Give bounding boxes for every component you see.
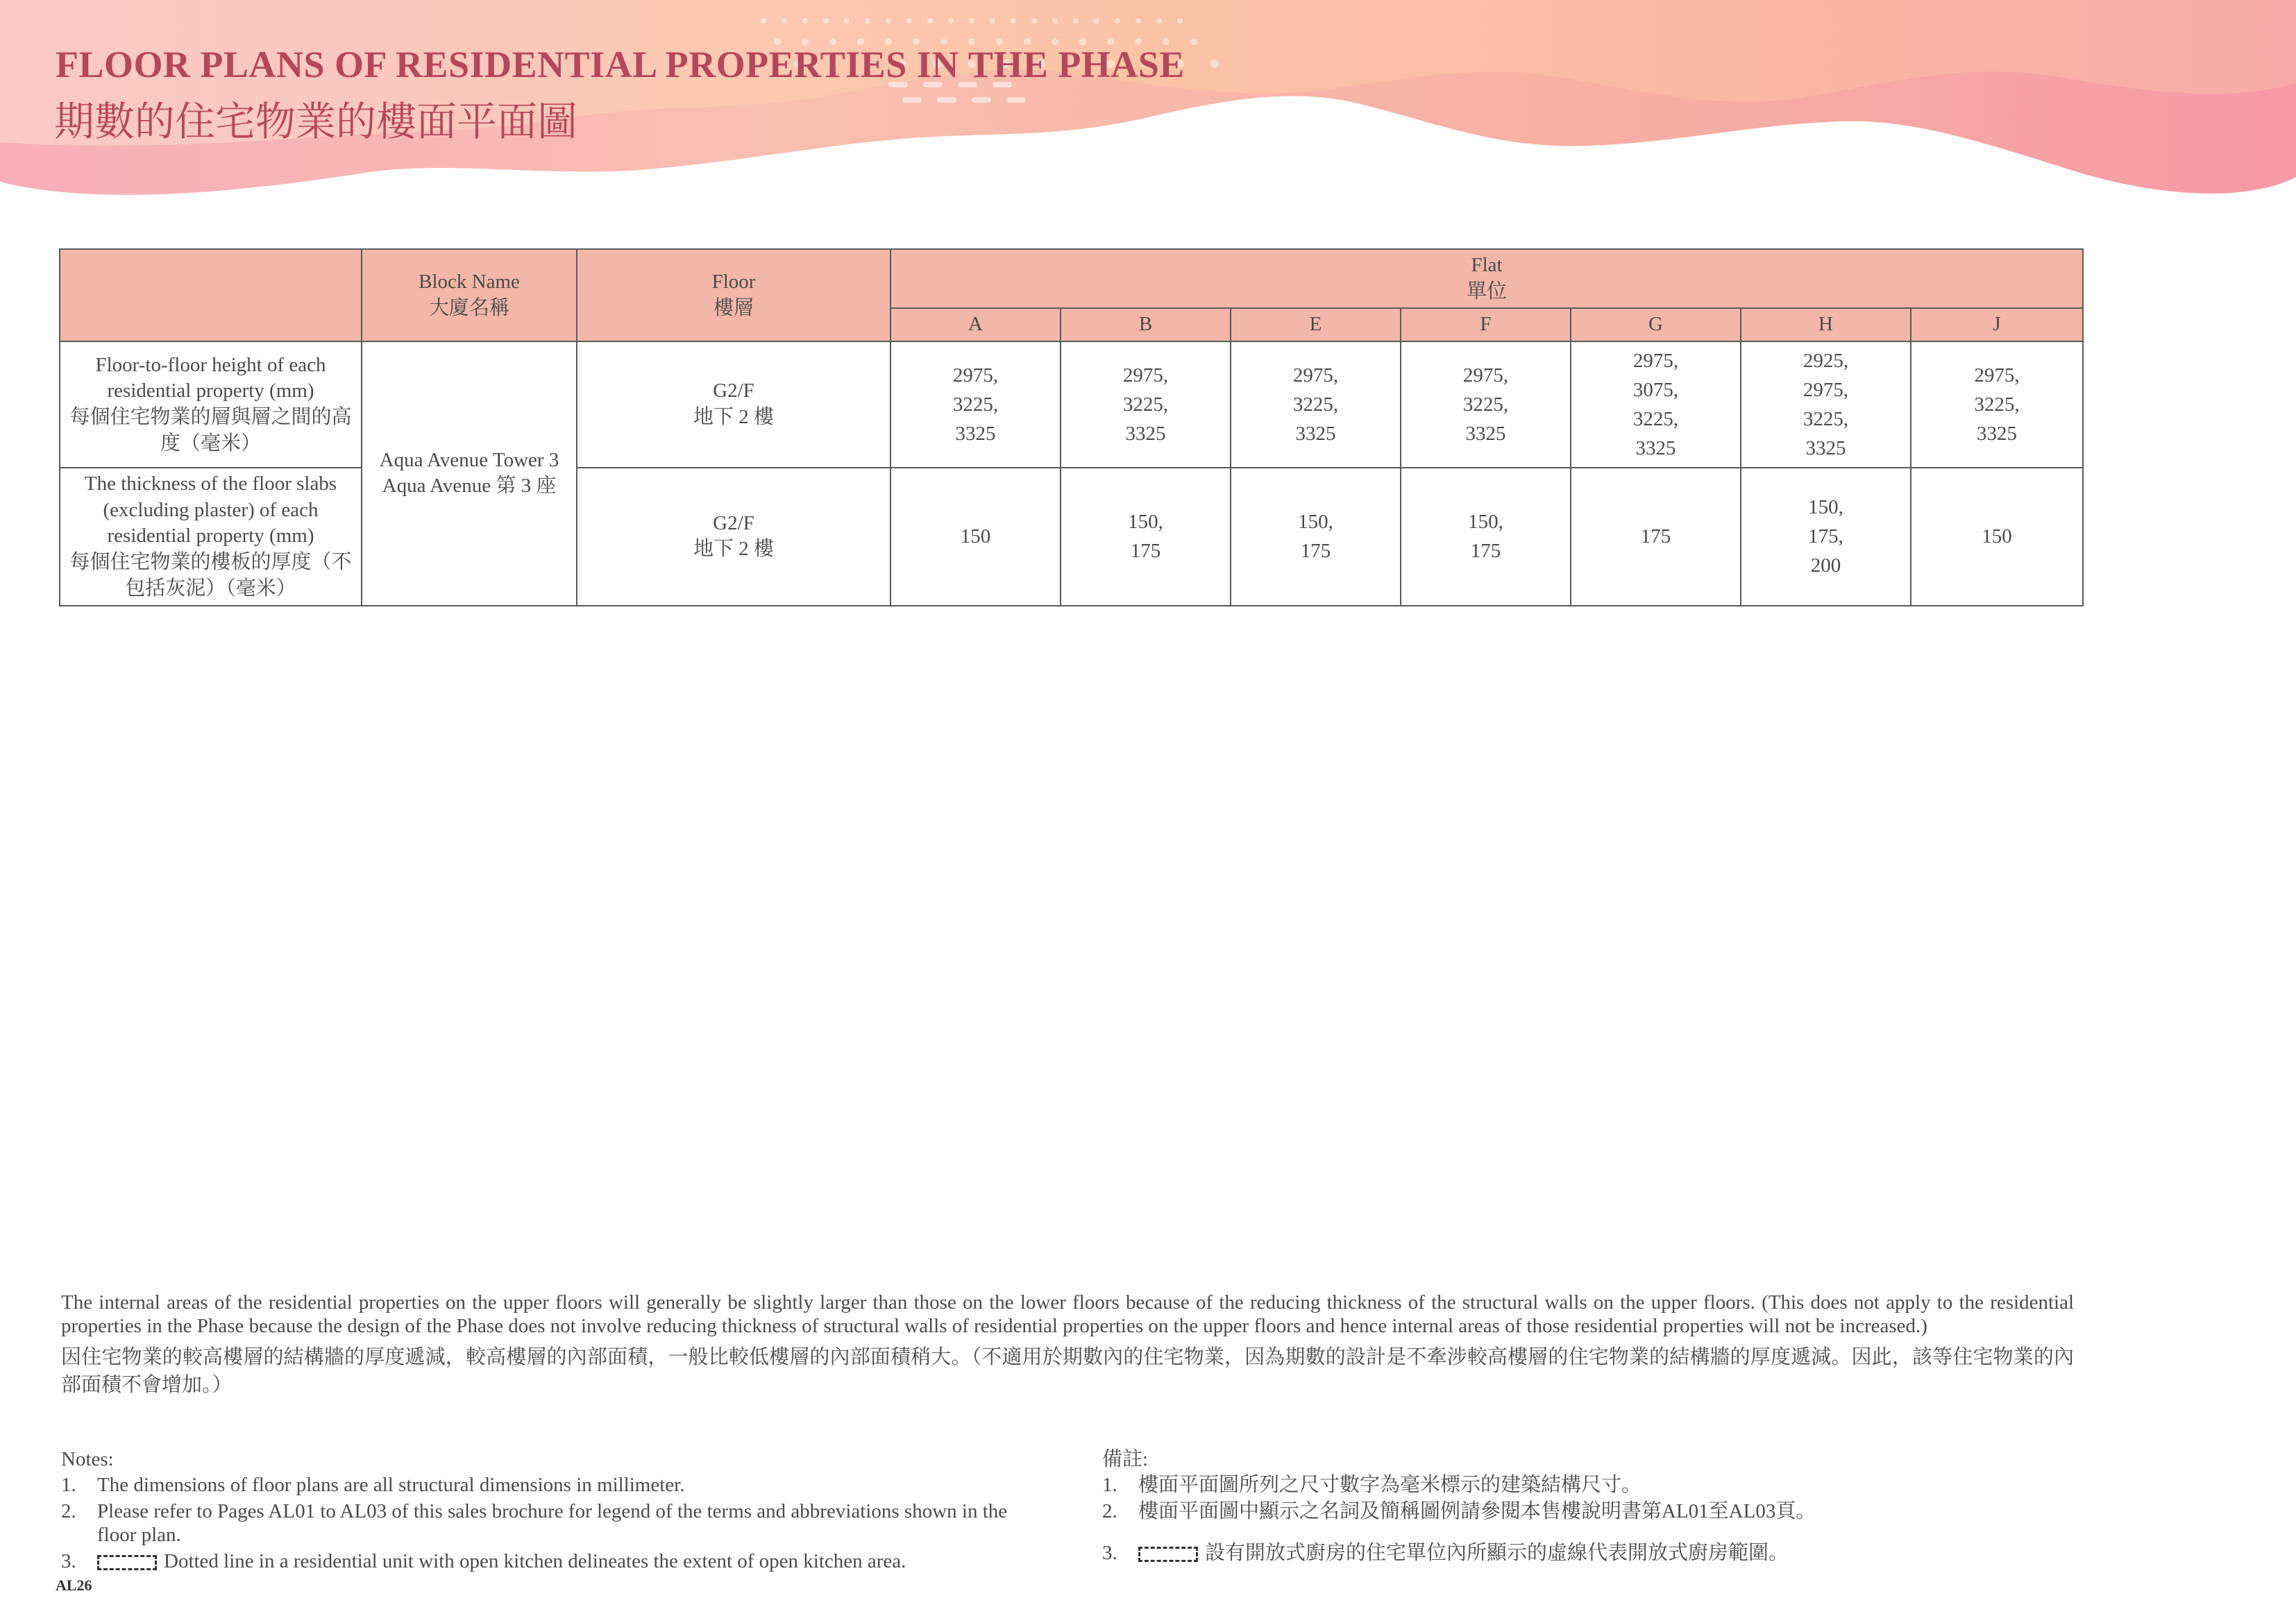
value-line: 3225, [952,393,999,416]
value-line: 2975, [1632,350,1679,373]
value-cell-j [1911,341,2083,468]
value-cell-e [1231,468,1401,605]
value-line: 3325 [1977,423,2017,445]
value-line: 150, [1468,511,1503,534]
header-floor-en: Floor [711,270,756,293]
note-item [1102,1499,2088,1523]
value-line: 3325 [1635,437,1676,460]
value-line: 150, [1298,511,1333,534]
value-cell-a [890,468,1061,605]
value-line: 3325 [1465,423,1506,445]
header-block-name-zh: 大廈名稱 [428,296,509,319]
row-label-floor-height [60,341,362,468]
flat-header-g: G [1571,308,1741,341]
note-text: Please refer to Pages AL01 to AL03 of this sales brochure for legend of the terms and abbreviations shown in the floor plan. [97,1500,1008,1546]
note-number: 2. [61,1500,76,1522]
row-label-zh: 每個住宅物業的樓板的厚度（不包括灰泥）（毫米） [69,551,352,600]
note-text: The dimensions of floor plans are all structural dimensions in millimeter. [97,1474,685,1496]
page-title-en: FLOOR PLANS OF RESIDENTIAL PROPERTIES IN THE PHASE [56,44,1185,85]
floor-cell [577,468,890,605]
note-item [61,1473,1047,1497]
value-cell-b [1061,468,1231,605]
value-cell-f [1401,468,1571,605]
block-name-zh: Aqua Avenue 第 3 座 [382,475,557,498]
note-text: 樓面平面圖所列之尺寸數字為毫米標示的建築結構尺寸。 [1138,1474,1642,1496]
value-line: 3225, [1803,408,1849,431]
floor-zh: 地下 2 樓 [693,406,774,429]
header-flat-zh: 單位 [1466,280,1507,303]
header-flat-en: Flat [1471,254,1503,276]
value-line: 2975, [1803,379,1849,402]
value-line: 3225, [1122,393,1169,416]
flat-header-h: H [1741,308,1911,341]
page-title-zh: 期數的住宅物業的樓面平面圖 [54,99,578,144]
header-block-name [362,249,577,341]
value-line: 3225, [1292,393,1339,416]
note-item [1102,1541,2088,1565]
note-number: 3. [1102,1542,1117,1564]
value-line: 2975, [1122,364,1169,387]
value-cell-h [1741,341,1911,468]
value-line: 3325 [1805,437,1846,460]
header-block-name-en: Block Name [419,270,520,293]
notes-heading-en: Notes: [61,1448,114,1470]
value-line: 2975, [1974,364,2020,387]
value-line: 175 [1640,525,1671,548]
value-line: 150, [1128,511,1163,534]
note-item [61,1499,1047,1547]
value-line: 200 [1810,554,1841,577]
note-text: 設有開放式廚房的住宅單位內所顯示的虛線代表開放式廚房範圍。 [1205,1542,1789,1564]
block-name-cell [362,341,577,605]
note-number: 1. [61,1474,76,1496]
value-cell-e [1231,341,1401,468]
floor-specification-table [59,248,2084,606]
value-line: 3325 [1295,423,1336,445]
floor-zh: 地下 2 樓 [693,538,774,561]
internal-area-disclaimer [61,1291,2074,1399]
flat-header-b: B [1061,308,1231,341]
dotted-line-legend-icon [1138,1547,1198,1562]
disclaimer-en: The internal areas of the residential properties on the upper floors will generally be slightly larger than those on the lower floors because of the reducing thickness of the structural walls on the upper floors. (This does not apply to the residential properties in the Phase because the design of the Phase does not involve reducing thickness of structural walls of residential properties on the upper floors and hence internal areas of those residential properties will not be increased.) [61,1291,2074,1337]
note-text: 樓面平面圖中顯示之名詞及簡稱圖例請參閱本售樓說明書第AL01至AL03頁。 [1138,1500,1816,1522]
value-line: 150, [1808,496,1843,519]
notes-heading-zh: 備註: [1102,1448,1149,1470]
flat-header-f: F [1401,308,1571,341]
value-cell-h [1741,468,1911,605]
value-line: 150 [1982,525,2012,548]
value-line: 175, [1808,525,1843,548]
page-number: AL26 [56,1577,92,1594]
value-line: 3225, [1974,393,2020,416]
value-cell-a [890,341,1061,468]
header-floor [577,249,890,341]
header-flat [890,249,2083,308]
row-label-en: Floor-to-floor height of each residential property (mm) [95,353,326,402]
value-cell-b [1061,341,1231,468]
disclaimer-zh: 因住宅物業的較高樓層的結構牆的厚度遞減，較高樓層的內部面積，一般比較低樓層的內部面積稍大。（不適用於期數內的住宅物業，因為期數的設計是不牽涉較高樓層的住宅物業的結構牆的厚度遞減。因此，該等住宅物業的內部面積不會增加。） [61,1346,2074,1396]
note-number: 2. [1102,1500,1117,1522]
row-label-zh: 每個住宅物業的層與層之間的高度（毫米） [69,406,352,454]
value-cell-g [1571,468,1741,605]
flat-header-e: E [1231,308,1401,341]
value-line: 3325 [955,423,996,445]
value-line: 2925, [1803,350,1849,373]
row-label-en: The thickness of the floor slabs (excluding plaster) of each residential property (mm) [84,473,337,547]
value-line: 150 [960,525,991,548]
dotted-line-legend-icon [97,1555,157,1570]
floor-en: G2/F [713,380,754,402]
header-floor-zh: 樓層 [713,296,754,319]
value-cell-f [1401,341,1571,468]
table-row-floor-height [60,341,2083,468]
note-item [1102,1473,2088,1497]
value-line: 175 [1130,540,1161,563]
note-number: 3. [61,1550,76,1572]
flat-header-j: J [1911,308,2083,341]
value-cell-g [1571,341,1741,468]
value-line: 175 [1470,540,1501,563]
row-label-slab-thickness [60,468,362,605]
floor-en: G2/F [713,511,754,534]
value-line: 3075, [1632,379,1679,402]
value-line: 2975, [1292,364,1339,387]
value-cell-j [1911,468,2083,605]
value-line: 175 [1300,540,1331,563]
value-line: 3225, [1462,393,1509,416]
value-line: 3325 [1125,423,1166,445]
block-name-en: Aqua Avenue Tower 3 [379,448,559,471]
value-line: 2975, [952,364,999,387]
note-number: 1. [1102,1474,1117,1496]
floor-cell [577,341,890,468]
note-text: Dotted line in a residential unit with open kitchen delineates the extent of open kitchen area. [164,1550,906,1572]
notes-zh [1102,1447,2088,1567]
value-line: 2975, [1462,364,1509,387]
notes-en [61,1447,1047,1576]
value-line: 3225, [1632,408,1679,431]
header-blank-cell [60,249,362,341]
flat-header-a: A [890,308,1061,341]
note-item [61,1549,1047,1573]
